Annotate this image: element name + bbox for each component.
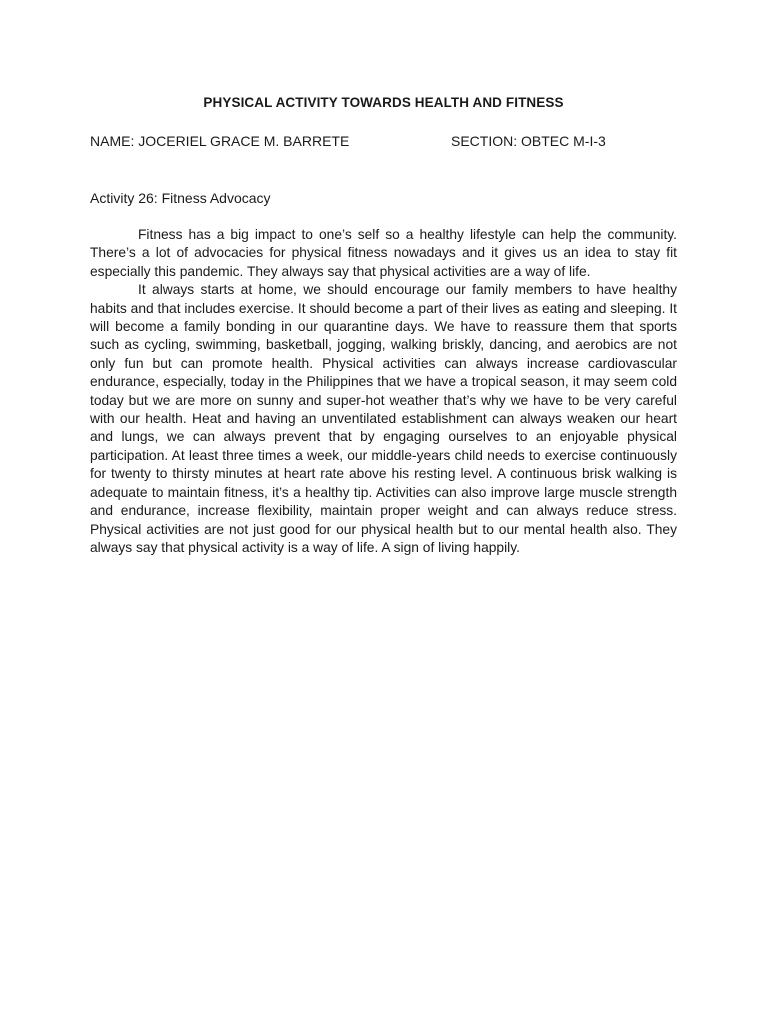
paragraph-main: It always starts at home, we should encourage our family members to have healthy habits and that includes exercise. It should become a part of their lives as eating and sleeping. It will become a family bonding in our quarantine days. We have to reassure them that sports such as cycling, swimming, basketball, jogging, walking briskly, dancing, and aerobics are not only fun but can promote health. Physical activities can always increase cardiovascular endurance, especially, today in the Philippines that we have a tropical season, it may seem cold today but we are more on sunny and super-hot weather that’s why we have to be very careful with our health. Heat and having an unventilated establishment can always weaken our heart and lungs, we can always prevent that by engaging ourselves to an enjoyable physical participation. At least three times a week, our middle-years child needs to exercise continuously for twenty to thirsty minutes at heart rate above his resting level. A continuous brisk walking is adequate to maintain fitness, it’s a healthy tip. Activities can also improve large muscle strength and endurance, increase flexibility, maintain proper weight and can always reduce stress. Physical activities are not just good for our physical health but to our mental health also. They always say that physical activity is a way of life. A sign of living happily. xyxy=(90,282,677,555)
paragraph-intro: Fitness has a big impact to one’s self so a healthy lifestyle can help the community. There’s a lot of advocacies for physical fitness nowadays and it gives us an idea to stay fit especially this pandemic. They always say that physical activities are a way of life. xyxy=(90,227,677,279)
student-name: NAME: JOCERIEL GRACE M. BARRETE xyxy=(90,133,350,149)
document-body xyxy=(90,226,677,557)
document-title: PHYSICAL ACTIVITY TOWARDS HEALTH AND FITNESS xyxy=(203,95,564,110)
activity-heading: Activity 26: Fitness Advocacy xyxy=(90,190,271,206)
student-section: SECTION: OBTEC M-I-3 xyxy=(451,133,606,149)
